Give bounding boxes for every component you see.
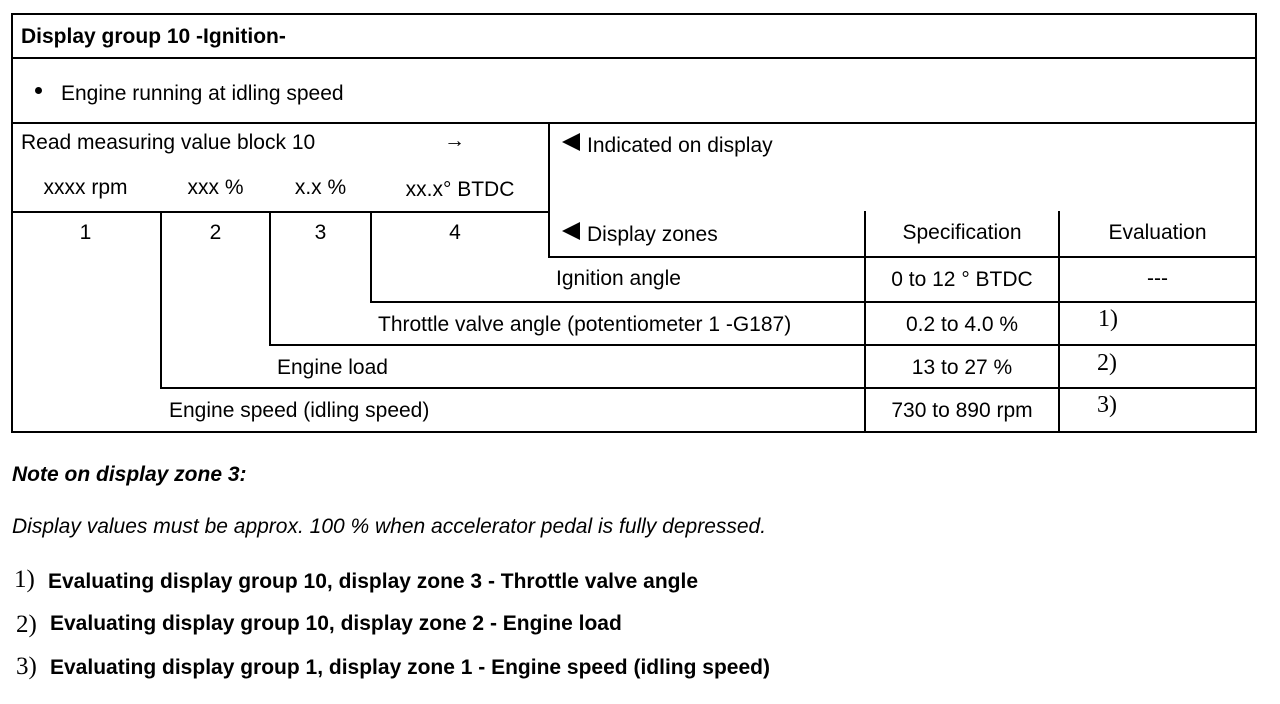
row-spec-engine-load: 13 to 27 % — [911, 356, 1013, 379]
specification-header: Specification — [902, 221, 1022, 244]
table-title: Display group 10 -Ignition- — [21, 25, 286, 48]
row-eval-throttle-valve-angle: 1) — [1098, 306, 1118, 332]
pointer-left-icon — [562, 222, 580, 240]
footnote-text: Evaluating display group 10, display zone 3 - Throttle valve angle — [48, 570, 698, 593]
footnote-marker: 3) — [16, 653, 37, 680]
row-eval-engine-load: 2) — [1097, 350, 1117, 376]
rule-under-title — [11, 57, 1257, 59]
footnote-text: Evaluating display group 1, display zone 1 - Engine speed (idling speed) — [50, 656, 770, 679]
footnote-marker: 2) — [16, 611, 37, 638]
display-zones-label: Display zones — [587, 223, 718, 246]
zone-number-1: 1 — [79, 221, 92, 244]
row-spec-throttle-valve-angle: 0.2 to 4.0 % — [905, 313, 1019, 336]
rule-under-headers — [549, 256, 1257, 258]
row-label-engine-load: Engine load — [277, 356, 388, 379]
table-border-top — [11, 13, 1257, 15]
value-zone-3: x.x % — [294, 176, 347, 199]
footnote-marker: 1) — [14, 566, 35, 593]
indicated-on-display-label: Indicated on display — [587, 134, 773, 157]
table-border-bottom — [11, 431, 1257, 433]
rule-zone-3 — [269, 344, 1257, 346]
value-zone-4: xx.x° BTDC — [405, 178, 515, 201]
pointer-left-icon — [562, 133, 580, 151]
row-label-throttle-valve-angle: Throttle valve angle (potentiometer 1 -G187) — [378, 313, 792, 336]
note-text: Display values must be approx. 100 % when accelerator pedal is fully depressed. — [12, 515, 767, 538]
read-block-label: Read measuring value block 10 — [21, 131, 316, 154]
rule-zone-2 — [160, 387, 1257, 389]
rule-under-condition — [11, 122, 1257, 124]
row-spec-engine-speed: 730 to 890 rpm — [891, 399, 1033, 422]
arrow-right-icon: → — [444, 129, 465, 152]
rule-under-values — [11, 211, 549, 213]
row-label-engine-speed: Engine speed (idling speed) — [169, 399, 430, 422]
rule-zone-4 — [370, 301, 1257, 303]
value-zone-2: xxx % — [187, 176, 244, 199]
note-heading: Note on display zone 3: — [12, 463, 247, 486]
row-spec-ignition-angle: 0 to 12 ° BTDC — [891, 268, 1033, 291]
evaluation-header: Evaluation — [1108, 221, 1207, 244]
condition-text: Engine running at idling speed — [61, 82, 344, 105]
zone-number-3: 3 — [314, 221, 327, 244]
zone-number-4: 4 — [449, 221, 461, 244]
footnote-text: Evaluating display group 10, display zone 2 - Engine load — [50, 612, 622, 635]
value-zone-1: xxxx rpm — [43, 176, 128, 199]
divider-indicated — [548, 122, 550, 258]
row-eval-engine-speed: 3) — [1097, 392, 1117, 418]
row-eval-ignition-angle: --- — [1147, 267, 1168, 290]
row-label-ignition-angle: Ignition angle — [556, 267, 681, 290]
zone-number-2: 2 — [209, 221, 222, 244]
bullet-icon — [35, 87, 42, 94]
table-border-right — [1255, 13, 1257, 433]
